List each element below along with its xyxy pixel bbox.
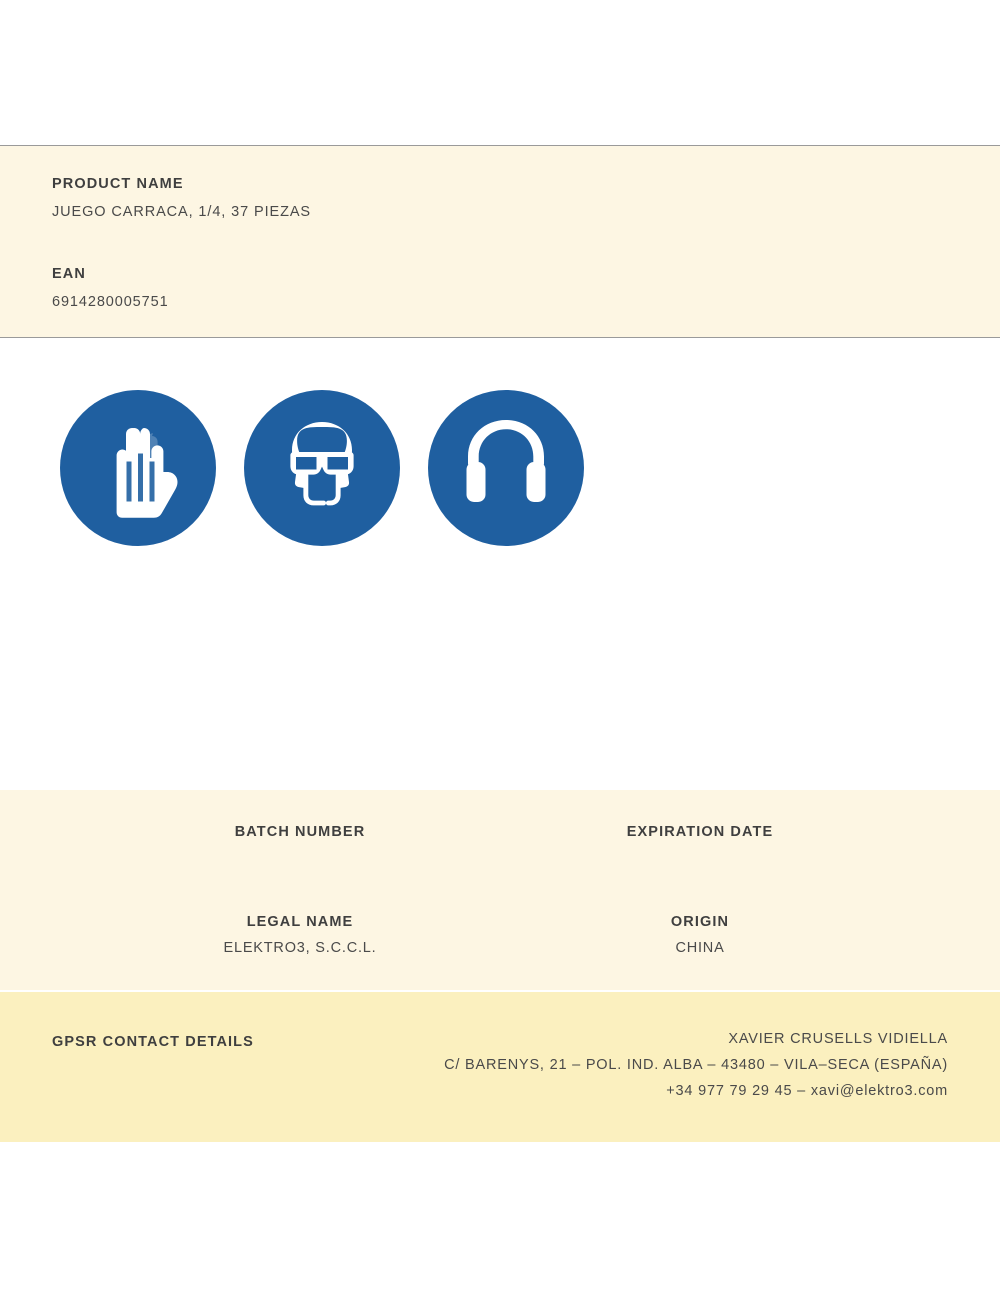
ean-label: EAN [52, 266, 86, 282]
contact-address: C/ BARENYS, 21 – POL. IND. ALBA – 43480 – VILA–SECA (ESPAÑA) [444, 1057, 948, 1073]
info-spacer [450, 824, 550, 866]
product-name-value: JUEGO CARRACA, 1/4, 37 PIEZAS [52, 204, 311, 220]
wear-ear-protection-icon [428, 390, 584, 546]
info-spacer [450, 914, 550, 956]
origin-label: ORIGIN [670, 914, 730, 930]
legal-name-cell [150, 914, 450, 956]
contact-person: XAVIER CRUSELLS VIDIELLA [728, 1031, 948, 1047]
batch-number-value [150, 850, 450, 866]
expiration-date-cell [550, 824, 850, 866]
gpsr-contact-details [444, 1026, 948, 1104]
product-info-block [0, 145, 1000, 338]
contact-phone-email: +34 977 79 29 45 – xavi@elektro3.com [666, 1083, 948, 1099]
expiration-date-label: EXPIRATION DATE [626, 824, 774, 840]
expiration-date-value [550, 850, 850, 866]
batch-legal-info-band [0, 790, 1000, 990]
gpsr-contact-band [0, 992, 1000, 1142]
product-name-field [52, 176, 311, 220]
legal-name-value: ELEKTRO3, S.C.C.L. [223, 940, 377, 956]
safety-pictogram-row [60, 390, 584, 546]
info-spacer [0, 824, 150, 866]
info-row [0, 914, 1000, 956]
ean-field [52, 266, 169, 310]
product-name-label: PRODUCT NAME [52, 176, 184, 192]
legal-name-label: LEGAL NAME [246, 914, 354, 930]
gpsr-contact-label: GPSR CONTACT DETAILS [52, 1034, 254, 1050]
wear-protective-gloves-icon [60, 390, 216, 546]
origin-value: CHINA [675, 940, 725, 956]
batch-number-label: BATCH NUMBER [234, 824, 366, 840]
ean-value: 6914280005751 [52, 294, 169, 310]
origin-cell [550, 914, 850, 956]
info-row [0, 824, 1000, 866]
wear-eye-protection-icon [244, 390, 400, 546]
info-spacer [0, 914, 150, 956]
batch-number-cell [150, 824, 450, 866]
